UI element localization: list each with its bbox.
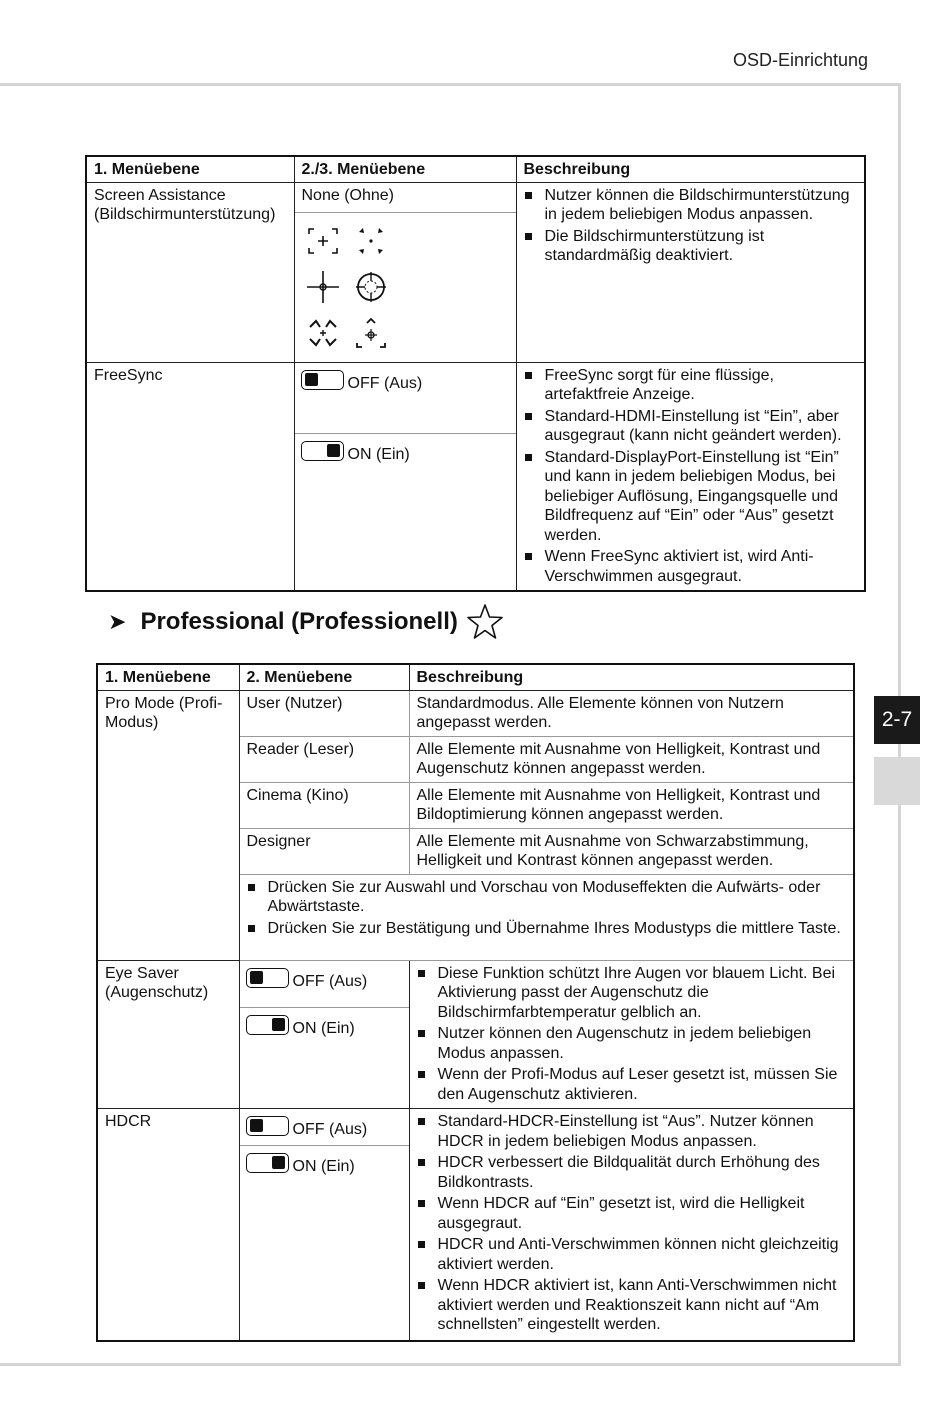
page-frame-top bbox=[0, 83, 900, 86]
option-hdcr-on[interactable] bbox=[240, 1145, 409, 1184]
option-label: OFF (Aus) bbox=[292, 972, 368, 990]
column-header: 2./3. Menüebene bbox=[294, 156, 516, 182]
bullet-item: Standard-DisplayPort-Einstellung ist “Ein” und kann in jedem beliebigen Modus, bei beliebiger Auflösung, Eingangsquelle und Bildfrequenz auf “Ein” oder “Aus” gesetzt werden. bbox=[524, 448, 859, 546]
page-number-tab: 2-7 bbox=[874, 696, 920, 744]
option-label: OFF (Aus) bbox=[347, 374, 423, 392]
toggle-on-icon bbox=[246, 1153, 289, 1173]
menu-level1-cell: FreeSync bbox=[86, 362, 294, 591]
table-header-row bbox=[86, 156, 865, 182]
notes-cell bbox=[239, 874, 854, 960]
toggle-on-icon bbox=[246, 1015, 289, 1035]
bullet-item: FreeSync sorgt für eine flüssige, artefaktfreie Anzeige. bbox=[524, 366, 859, 405]
bullet-item: HDCR und Anti-Verschwimmen können nicht gleichzeitig aktiviert werden. bbox=[417, 1235, 848, 1274]
toggle-off-icon bbox=[246, 968, 289, 988]
crosshair-dots-icon[interactable] bbox=[353, 223, 389, 259]
description-cell bbox=[516, 362, 865, 591]
options-cell bbox=[294, 182, 516, 362]
option-reader[interactable]: Reader (Leser) bbox=[239, 736, 409, 782]
bullet-item: Wenn der Profi-Modus auf Leser gesetzt ist, müssen Sie den Augenschutz aktivieren. bbox=[417, 1065, 848, 1104]
options-cell bbox=[239, 960, 409, 1109]
bullet-item: Drücken Sie zur Auswahl und Vorschau von Moduseffekten die Aufwärts- oder Abwärtstaste. bbox=[247, 878, 848, 917]
crosshair-chevron-icon[interactable] bbox=[353, 315, 389, 351]
option-user[interactable]: User (Nutzer) bbox=[239, 690, 409, 736]
option-hdcr-off[interactable] bbox=[240, 1109, 409, 1145]
bullet-item: Nutzer können die Bildschirmunterstützung in jedem beliebigen Modus anpassen. bbox=[524, 186, 859, 225]
description-cell: Alle Elemente mit Ausnahme von Helligkeit, Kontrast und Bildoptimierung können angepasst werden. bbox=[409, 782, 854, 828]
table-header-row bbox=[97, 664, 854, 690]
bullet-item: Wenn HDCR auf “Ein” gesetzt ist, wird die Helligkeit ausgegraut. bbox=[417, 1194, 848, 1233]
bullet-item: Diese Funktion schützt Ihre Augen vor blauem Licht. Bei Aktivierung passt der Augenschutz die Bildschirmfarbtemperatur gelblich an. bbox=[417, 964, 848, 1023]
table-row-eye-saver bbox=[97, 960, 854, 1109]
column-header: 1. Menüebene bbox=[97, 664, 239, 690]
column-header: 1. Menüebene bbox=[86, 156, 294, 182]
description-cell bbox=[409, 1109, 854, 1341]
osd-table-professional bbox=[96, 663, 855, 1342]
menu-level1-cell: Eye Saver (Augenschutz) bbox=[97, 960, 239, 1109]
table-row-screen-assistance bbox=[86, 182, 865, 362]
bullet-item: Standard-HDMI-Einstellung ist “Ein”, aber ausgegraut (kann nicht geändert werden). bbox=[524, 407, 859, 446]
description-cell: Alle Elemente mit Ausnahme von Schwarzabstimmung, Helligkeit und Kontrast können angepasst werden. bbox=[409, 828, 854, 874]
description-cell bbox=[516, 182, 865, 362]
crosshair-circle-icon[interactable] bbox=[353, 269, 389, 305]
section-heading bbox=[108, 603, 504, 641]
toggle-off-icon bbox=[301, 370, 344, 390]
page-tab-decoration bbox=[874, 757, 920, 805]
option-label: ON (Ein) bbox=[292, 1019, 355, 1037]
description-cell: Alle Elemente mit Ausnahme von Helligkeit, Kontrast und Augenschutz können angepasst werden. bbox=[409, 736, 854, 782]
bullet-item: Standard-HDCR-Einstellung ist “Aus”. Nutzer können HDCR in jedem beliebigen Modus anpassen. bbox=[417, 1112, 848, 1151]
bullet-item: Wenn HDCR aktiviert ist, kann Anti-Verschwimmen nicht aktiviert werden und Reaktionszeit kann nicht auf “Am schnellsten” eingestellt werden. bbox=[417, 1276, 848, 1335]
star-icon bbox=[466, 603, 504, 641]
option-label: ON (Ein) bbox=[292, 1158, 355, 1175]
option-designer[interactable]: Designer bbox=[239, 828, 409, 874]
column-header: 2. Menüebene bbox=[239, 664, 409, 690]
option-freesync-on[interactable] bbox=[295, 433, 516, 472]
table-row bbox=[97, 690, 854, 736]
crosshair-bracket-icon[interactable] bbox=[305, 223, 341, 259]
description-cell: Standardmodus. Alle Elemente können von Nutzern angepasst werden. bbox=[409, 690, 854, 736]
option-eye-saver-off[interactable] bbox=[240, 961, 409, 1007]
page-frame-bottom bbox=[0, 1363, 901, 1366]
column-header: Beschreibung bbox=[516, 156, 865, 182]
option-freesync-off[interactable] bbox=[295, 363, 516, 433]
column-header: Beschreibung bbox=[409, 664, 854, 690]
bullet-item: HDCR verbessert die Bildqualität durch Erhöhung des Bildkontrasts. bbox=[417, 1153, 848, 1192]
menu-level1-cell: Screen Assistance (Bildschirmunterstützung) bbox=[86, 182, 294, 362]
toggle-on-icon bbox=[301, 441, 344, 461]
menu-level1-cell: Pro Mode (Profi-Modus) bbox=[97, 690, 239, 960]
page-header-title: OSD-Einrichtung bbox=[732, 50, 868, 70]
bullet-item: Die Bildschirmunterstützung ist standardmäßig deaktiviert. bbox=[524, 227, 859, 266]
options-cell bbox=[294, 362, 516, 591]
option-none[interactable]: None (Ohne) bbox=[301, 186, 394, 204]
crosshair-arrows-icon[interactable] bbox=[305, 315, 341, 351]
section-title: Professional (Professionell) bbox=[140, 608, 458, 635]
table-row-hdcr bbox=[97, 1109, 854, 1341]
options-cell bbox=[239, 1109, 409, 1341]
option-label: ON (Ein) bbox=[347, 445, 410, 463]
description-cell bbox=[409, 960, 854, 1109]
bullet-item: Drücken Sie zur Bestätigung und Übernahme Ihres Modustyps die mittlere Taste. bbox=[247, 919, 848, 939]
option-cinema[interactable]: Cinema (Kino) bbox=[239, 782, 409, 828]
osd-table-screen-freesync bbox=[85, 155, 866, 592]
bullet-item: Nutzer können den Augenschutz in jedem beliebigen Modus anpassen. bbox=[417, 1024, 848, 1063]
crosshair-cross-icon[interactable] bbox=[305, 269, 341, 305]
crosshair-options bbox=[295, 212, 516, 359]
toggle-off-icon bbox=[246, 1116, 289, 1136]
chevron-right-icon: ➤ bbox=[108, 609, 127, 634]
menu-level1-cell: HDCR bbox=[97, 1109, 239, 1341]
bullet-item: Wenn FreeSync aktiviert ist, wird Anti-Verschwimmen ausgegraut. bbox=[524, 547, 859, 586]
option-eye-saver-on[interactable] bbox=[240, 1007, 409, 1046]
table-row-freesync bbox=[86, 362, 865, 591]
option-label: OFF (Aus) bbox=[292, 1121, 368, 1138]
